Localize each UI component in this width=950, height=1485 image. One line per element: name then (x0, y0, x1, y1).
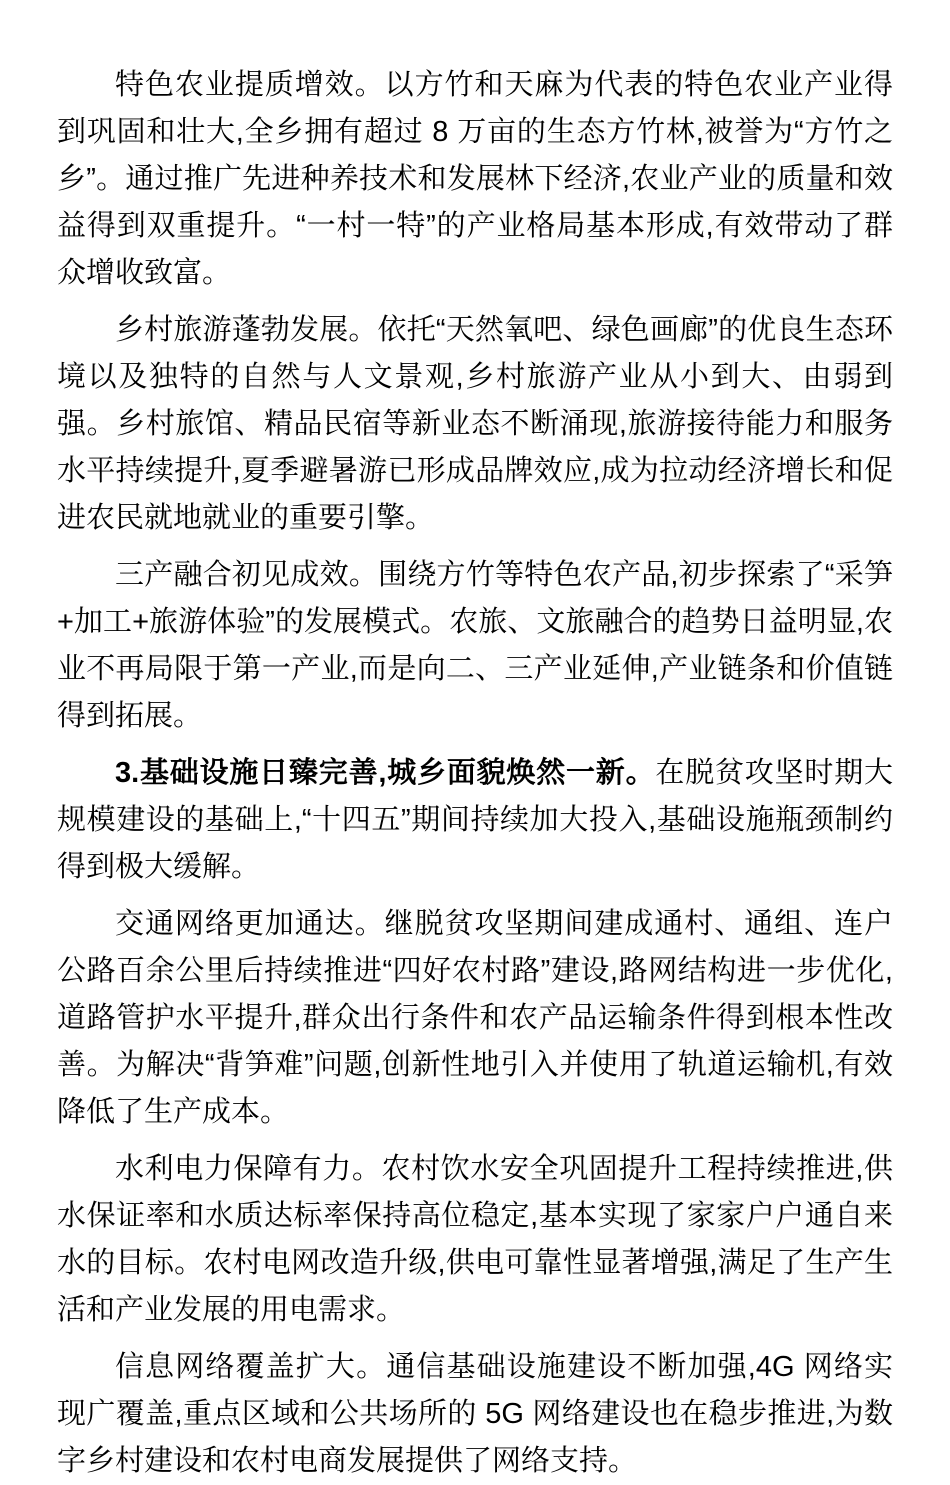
paragraph (57, 307, 893, 542)
paragraph-text: 特色农业提质增效。以方竹和天麻为代表的特色农业产业得到巩固和壮大,全乡拥有超过 8 万亩的生态方竹林,被誉为“方竹之乡”。通过推广先进种养技术和发展林下经济,农业产业的质量和效益得到双重提升。“一村一特”的产业格局基本形成,有效带动了群众增收致富。 (57, 69, 893, 289)
paragraph (57, 750, 893, 891)
paragraph-bold-lead: 3.基础设施日臻完善,城乡面貌焕然一新。 (115, 757, 656, 789)
paragraph (57, 62, 893, 297)
paragraph-text: 信息网络覆盖扩大。通信基础设施建设不断加强,4G 网络实现广覆盖,重点区域和公共场所的 5G 网络建设也在稳步推进,为数字乡村建设和农村电商发展提供了网络支持。 (57, 1351, 893, 1477)
paragraph-text: 在脱贫攻坚时期大规模建设的基础上,“十四五”期间持续加大投入,基础设施瓶颈制约得到极大缓解。 (57, 757, 893, 883)
document-body (57, 62, 893, 1485)
paragraph (57, 1146, 893, 1334)
paragraph (57, 552, 893, 740)
paragraph (57, 1344, 893, 1485)
paragraph (57, 901, 893, 1136)
paragraph-text: 水利电力保障有力。农村饮水安全巩固提升工程持续推进,供水保证率和水质达标率保持高位稳定,基本实现了家家户户通自来水的目标。农村电网改造升级,供电可靠性显著增强,满足了生产生活和产业发展的用电需求。 (57, 1153, 893, 1326)
paragraph-text: 三产融合初见成效。围绕方竹等特色农产品,初步探索了“采笋+加工+旅游体验”的发展模式。农旅、文旅融合的趋势日益明显,农业不再局限于第一产业,而是向二、三产业延伸,产业链条和价值链得到拓展。 (57, 559, 893, 732)
paragraph-text: 交通网络更加通达。继脱贫攻坚期间建成通村、通组、连户公路百余公里后持续推进“四好农村路”建设,路网结构进一步优化,道路管护水平提升,群众出行条件和农产品运输条件得到根本性改善。为解决“背笋难”问题,创新性地引入并使用了轨道运输机,有效降低了生产成本。 (57, 908, 893, 1128)
paragraph-text: 乡村旅游蓬勃发展。依托“天然氧吧、绿色画廊”的优良生态环境以及独特的自然与人文景观,乡村旅游产业从小到大、由弱到强。乡村旅馆、精品民宿等新业态不断涌现,旅游接待能力和服务水平持续提升,夏季避暑游已形成品牌效应,成为拉动经济增长和促进农民就地就业的重要引擎。 (57, 314, 893, 534)
